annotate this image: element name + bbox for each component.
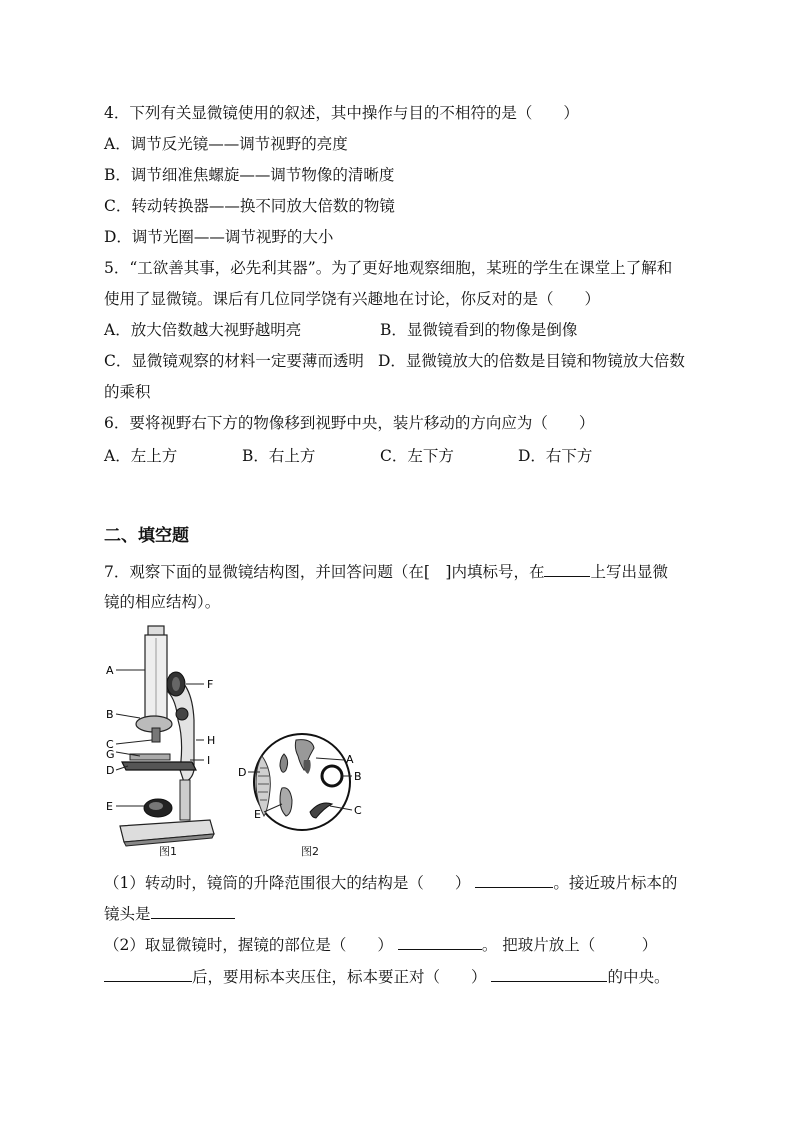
fig2-label-d: D	[238, 766, 247, 779]
fig1-label-c: C	[106, 738, 114, 751]
q6-option-d: D．右下方	[518, 447, 593, 465]
objective	[152, 728, 160, 742]
answer-blank	[104, 966, 192, 982]
q4-option-c: C．转动转换器——换不同放大倍数的物镜	[104, 197, 395, 215]
fig1-label-f: F	[207, 678, 214, 691]
q4-option-d: D．调节光圈——调节视野的大小	[104, 228, 334, 246]
q7-stem-line2: 镜的相应结构）。	[104, 593, 221, 611]
q4-stem: 4．下列有关显微镜使用的叙述，其中操作与目的不相符的是（ ）	[104, 104, 579, 122]
q7-part1-line1	[104, 872, 677, 893]
fig2-label-c: C	[354, 804, 362, 817]
section-heading: 二、填空题	[104, 526, 189, 546]
q5-option-b: B．显微镜看到的物像是倒像	[380, 321, 578, 339]
q4-option-b: B．调节细准焦螺旋——调节物像的清晰度	[104, 166, 395, 184]
fig2-label-e: E	[254, 808, 261, 821]
field-of-view-figure	[238, 730, 378, 840]
fig1-label-a: A	[106, 664, 114, 677]
q6-stem: 6．要将视野右下方的物像移到视野中央，装片移动的方向应为（ ）	[104, 414, 595, 432]
q7-stem-line1	[104, 561, 668, 582]
fig1-label-i: I	[207, 754, 211, 767]
fig1-label-d: D	[106, 764, 115, 777]
q7-part2-text2: 。 把玻片放上（ ）	[481, 936, 658, 954]
q6-option-a: A．左上方	[104, 447, 178, 465]
answer-blank	[491, 966, 607, 982]
q7-part2-line1	[104, 934, 657, 955]
answer-blank	[544, 561, 590, 577]
q5-option-d: D．显微镜放大的倍数是目镜和物镜放大倍数	[378, 352, 685, 370]
q5-stem-line1: 5．“工欲善其事，必先利其器”。为了更好地观察细胞，某班的学生在课堂上了解和	[104, 259, 673, 277]
q7-part1-text2: 。接近玻片标本的	[553, 874, 678, 892]
stage	[122, 762, 196, 770]
q7-part1-line2	[104, 903, 235, 924]
answer-blank	[151, 903, 235, 919]
q7-part1-text: （1）转动时，镜筒的升降范围很大的结构是（ ）	[104, 874, 471, 892]
q5-option-c: C．显微镜观察的材料一定要薄而透明	[104, 352, 364, 370]
answer-blank	[398, 934, 482, 950]
fig2-label-a: A	[346, 753, 354, 766]
answer-blank	[475, 872, 553, 888]
q5-stem-line2: 使用了显微镜。课后有几位同学饶有兴趣地在讨论，你反对的是（ ）	[104, 290, 601, 308]
q7-part2-text4: 的中央。	[607, 968, 670, 986]
q7-stem-part2: 上写出显微	[590, 563, 668, 581]
microscope-figure	[100, 620, 230, 860]
q5-option-a: A．放大倍数越大视野越明亮	[104, 321, 302, 339]
fig1-label-e: E	[106, 800, 113, 813]
q7-stem-part1: 7．观察下面的显微镜结构图，并回答问题（在[ ]内填标号，在	[104, 563, 545, 581]
q5-option-d-continued: 的乘积	[104, 383, 151, 401]
fig1-label-b: B	[106, 708, 114, 721]
q6-option-c: C．左下方	[380, 447, 454, 465]
fig1-caption: 图1	[159, 845, 177, 858]
fig1-label-g: G	[106, 748, 115, 761]
fig2-label-b: B	[354, 770, 362, 783]
bubble-b	[322, 766, 342, 786]
fig2-caption: 图2	[301, 845, 319, 858]
q7-part2-text3: 后，要用标本夹压住，标本要正对（ ）	[192, 968, 487, 986]
q6-option-b: B．右上方	[242, 447, 316, 465]
q4-option-a: A．调节反光镜——调节视野的亮度	[104, 135, 348, 153]
q7-part2-text: （2）取显微镜时，握镜的部位是（ ）	[104, 936, 393, 954]
q7-part2-line2	[104, 966, 669, 987]
fig1-label-h: H	[207, 734, 216, 747]
fine-focus-knob	[176, 708, 188, 720]
q7-part1-text3: 镜头是	[104, 905, 151, 923]
